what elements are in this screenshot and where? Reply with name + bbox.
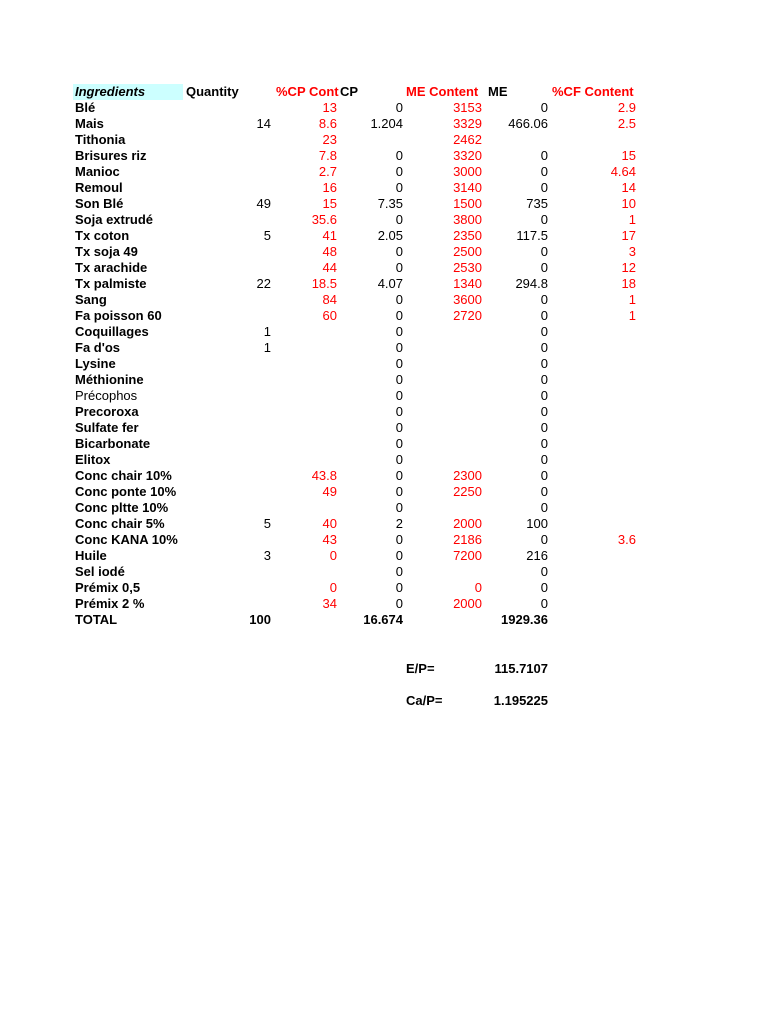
cf-content-cell[interactable] — [548, 580, 636, 596]
header-me-content[interactable]: ME Content — [406, 84, 479, 99]
ingredient-name[interactable]: Tx arachide — [75, 260, 148, 275]
cf-content-cell[interactable]: 3.6 — [617, 532, 636, 547]
cf-content-cell[interactable] — [548, 340, 636, 356]
me-content-cell[interactable] — [403, 388, 482, 404]
ratio-cap-label[interactable]: Ca/P= — [406, 693, 443, 708]
cp-content-cell[interactable]: 43.8 — [311, 468, 337, 483]
cf-content-cell[interactable]: 3 — [628, 244, 636, 259]
quantity-cell[interactable] — [185, 564, 271, 580]
ingredient-name[interactable]: Conc KANA 10% — [75, 532, 178, 547]
cf-content-cell[interactable]: 1 — [628, 212, 636, 227]
quantity-cell[interactable] — [185, 500, 271, 516]
table-row — [0, 532, 768, 548]
me-content-cell[interactable] — [403, 324, 482, 340]
header-me[interactable]: ME — [488, 84, 508, 99]
cf-content-cell[interactable] — [548, 132, 636, 148]
me-content-cell[interactable] — [403, 340, 482, 356]
cp-cell[interactable]: 0 — [395, 420, 403, 435]
cp-content-cell[interactable]: 35.6 — [311, 212, 337, 227]
me-cell[interactable]: 0 — [540, 596, 548, 611]
cp-cell[interactable]: 0 — [395, 564, 403, 579]
ingredient-name[interactable]: Manioc — [75, 164, 120, 179]
total-cp[interactable]: 16.674 — [363, 612, 403, 627]
quantity-cell[interactable]: 1 — [263, 324, 271, 339]
me-cell[interactable]: 735 — [526, 196, 548, 211]
cp-cell[interactable]: 0 — [395, 148, 403, 163]
table-row — [0, 484, 768, 500]
cp-content-cell[interactable]: 49 — [322, 484, 337, 499]
me-content-cell[interactable] — [403, 404, 482, 420]
cf-content-cell[interactable] — [548, 324, 636, 340]
me-cell[interactable]: 294.8 — [515, 276, 548, 291]
quantity-cell[interactable] — [185, 484, 271, 500]
me-cell[interactable]: 0 — [540, 308, 548, 323]
quantity-cell[interactable] — [185, 100, 271, 116]
table-row — [0, 212, 768, 228]
cf-content-cell[interactable] — [548, 420, 636, 436]
cp-content-cell[interactable] — [271, 452, 337, 468]
quantity-cell[interactable]: 1 — [263, 340, 271, 355]
quantity-cell[interactable] — [185, 308, 271, 324]
quantity-cell[interactable]: 5 — [263, 228, 271, 243]
me-content-cell[interactable]: 3140 — [453, 180, 482, 195]
cp-cell[interactable]: 0 — [395, 596, 403, 611]
me-content-cell[interactable]: 3800 — [453, 212, 482, 227]
cp-content-cell[interactable]: 7.8 — [318, 148, 337, 163]
ratio-cap-row — [0, 693, 768, 709]
table-row — [0, 132, 768, 148]
header-cp[interactable]: CP — [340, 84, 359, 99]
ingredient-name[interactable]: Sel iodé — [75, 564, 125, 579]
ingredient-name[interactable]: Tithonia — [75, 132, 126, 147]
me-cell[interactable]: 0 — [540, 260, 548, 275]
table-row — [0, 324, 768, 340]
cp-cell[interactable]: 0 — [395, 292, 403, 307]
cf-content-cell[interactable]: 1 — [628, 292, 636, 307]
ingredient-name[interactable]: Fa d'os — [75, 340, 120, 355]
ingredient-name[interactable]: Précophos — [75, 388, 138, 403]
me-cell[interactable]: 0 — [540, 180, 548, 195]
cp-cell[interactable]: 0 — [395, 324, 403, 339]
cp-content-cell[interactable] — [271, 324, 337, 340]
table-row — [0, 340, 768, 356]
cp-content-cell[interactable] — [271, 388, 337, 404]
table-row — [0, 388, 768, 404]
me-content-cell[interactable] — [403, 452, 482, 468]
table-row — [0, 308, 768, 324]
ingredient-name[interactable]: Son Blé — [75, 196, 124, 211]
table-row — [0, 196, 768, 212]
ingredient-name[interactable]: Sang — [75, 292, 107, 307]
cp-content-cell[interactable]: 0 — [329, 580, 337, 595]
cf-content-cell[interactable] — [548, 468, 636, 484]
me-cell[interactable]: 0 — [540, 388, 548, 403]
cf-content-cell[interactable] — [548, 548, 636, 564]
me-content-cell[interactable] — [403, 500, 482, 516]
cp-cell[interactable]: 0 — [395, 452, 403, 467]
ingredient-name[interactable]: Elitox — [75, 452, 111, 467]
ingredient-name[interactable]: Conc ponte 10% — [75, 484, 177, 499]
cp-cell[interactable]: 0 — [395, 468, 403, 483]
me-cell[interactable]: 0 — [540, 100, 548, 115]
cp-content-cell[interactable] — [271, 500, 337, 516]
header-cp-content[interactable]: %CP Cont — [276, 84, 339, 99]
quantity-cell[interactable] — [185, 596, 271, 612]
me-content-cell[interactable]: 2186 — [453, 532, 482, 547]
me-content-cell[interactable]: 3320 — [453, 148, 482, 163]
table-row — [0, 404, 768, 420]
ingredient-name[interactable]: Conc chair 5% — [75, 516, 165, 531]
cp-content-cell[interactable]: 8.6 — [318, 116, 337, 131]
me-content-cell[interactable]: 2000 — [453, 516, 482, 531]
table-row — [0, 148, 768, 164]
ingredient-name[interactable]: Precoroxa — [75, 404, 139, 419]
total-quantity[interactable]: 100 — [249, 612, 271, 627]
me-cell[interactable]: 0 — [540, 340, 548, 355]
me-cell[interactable]: 0 — [540, 452, 548, 467]
cp-cell[interactable]: 0 — [395, 532, 403, 547]
quantity-cell[interactable] — [185, 164, 271, 180]
table-row — [0, 228, 768, 244]
header-cf-content[interactable]: %CF Content — [552, 84, 634, 99]
cp-cell[interactable]: 1.204 — [370, 116, 403, 131]
cp-content-cell[interactable]: 43 — [322, 532, 337, 547]
quantity-cell[interactable] — [185, 468, 271, 484]
cp-cell[interactable]: 0 — [395, 548, 403, 563]
quantity-cell[interactable] — [185, 436, 271, 452]
cp-content-cell[interactable]: 41 — [322, 228, 337, 243]
me-cell[interactable]: 117.5 — [516, 228, 548, 243]
cp-content-cell[interactable]: 18.5 — [311, 276, 337, 291]
cf-content-cell[interactable] — [548, 484, 636, 500]
cf-content-cell[interactable] — [548, 596, 636, 612]
header-row — [0, 84, 768, 100]
cf-content-cell[interactable] — [548, 356, 636, 372]
cf-content-cell[interactable]: 17 — [621, 228, 636, 243]
cp-cell[interactable]: 0 — [395, 436, 403, 451]
cf-content-cell[interactable]: 14 — [621, 180, 636, 195]
cp-content-cell[interactable] — [271, 372, 337, 388]
quantity-cell[interactable] — [185, 132, 271, 148]
ingredient-name[interactable]: Coquillages — [75, 324, 149, 339]
me-cell[interactable]: 0 — [540, 404, 548, 419]
me-cell[interactable]: 466.06 — [508, 116, 548, 131]
quantity-cell[interactable] — [185, 212, 271, 228]
ratio-ep-row — [0, 661, 768, 677]
me-content-cell[interactable] — [403, 420, 482, 436]
me-cell[interactable]: 0 — [540, 564, 548, 579]
ingredient-name[interactable]: Sulfate fer — [75, 420, 139, 435]
quantity-cell[interactable]: 5 — [263, 516, 271, 531]
cf-content-cell[interactable] — [548, 436, 636, 452]
ingredient-name[interactable]: Méthionine — [75, 372, 144, 387]
cp-cell[interactable]: 0 — [395, 388, 403, 403]
cf-content-cell[interactable] — [548, 500, 636, 516]
cp-cell[interactable]: 0 — [395, 372, 403, 387]
me-cell[interactable]: 0 — [540, 532, 548, 547]
cf-content-cell[interactable]: 2.9 — [617, 100, 636, 115]
quantity-cell[interactable] — [185, 356, 271, 372]
me-content-cell[interactable]: 1500 — [453, 196, 482, 211]
cp-content-cell[interactable] — [271, 420, 337, 436]
cp-content-cell[interactable]: 2.7 — [318, 164, 337, 179]
ingredient-name[interactable]: Brisures riz — [75, 148, 147, 163]
ingredient-name[interactable]: Prémix 2 % — [75, 596, 145, 611]
cf-content-cell[interactable]: 10 — [621, 196, 636, 211]
me-cell[interactable]: 0 — [540, 212, 548, 227]
me-cell[interactable]: 0 — [540, 244, 548, 259]
ingredient-name[interactable]: Huile — [75, 548, 107, 563]
me-cell[interactable] — [482, 132, 548, 148]
header-ingredients[interactable]: Ingredients — [73, 84, 183, 100]
ingredient-name[interactable]: Mais — [75, 116, 104, 131]
table-row — [0, 436, 768, 452]
me-cell[interactable]: 0 — [540, 164, 548, 179]
me-cell[interactable]: 0 — [540, 580, 548, 595]
me-content-cell[interactable]: 2300 — [453, 468, 482, 483]
me-content-cell[interactable]: 0 — [474, 580, 482, 595]
ingredient-name[interactable]: Fa poisson 60 — [75, 308, 162, 323]
table-row — [0, 420, 768, 436]
ingredient-name[interactable]: Remoul — [75, 180, 123, 195]
quantity-cell[interactable]: 14 — [256, 116, 271, 131]
cp-cell[interactable]: 4.07 — [377, 276, 403, 291]
cf-content-cell[interactable] — [548, 404, 636, 420]
cp-content-cell[interactable] — [271, 340, 337, 356]
ingredient-name[interactable]: Conc pltte 10% — [75, 500, 169, 515]
me-content-cell[interactable] — [403, 564, 482, 580]
me-content-cell[interactable]: 1340 — [453, 276, 482, 291]
cp-content-cell[interactable]: 34 — [322, 596, 337, 611]
cp-content-cell[interactable]: 48 — [322, 244, 337, 259]
me-content-cell[interactable]: 3600 — [453, 292, 482, 307]
quantity-cell[interactable] — [185, 420, 271, 436]
table-row — [0, 468, 768, 484]
ratio-ep-value[interactable]: 115.7107 — [494, 661, 548, 676]
cf-content-cell[interactable] — [548, 388, 636, 404]
quantity-cell[interactable] — [185, 292, 271, 308]
me-content-cell[interactable]: 2500 — [453, 244, 482, 259]
me-content-cell[interactable]: 7200 — [453, 548, 482, 563]
cp-content-cell[interactable]: 60 — [322, 308, 337, 323]
cp-cell[interactable]: 2.05 — [377, 228, 403, 243]
quantity-cell[interactable] — [185, 404, 271, 420]
table-row — [0, 100, 768, 116]
quantity-cell[interactable] — [185, 260, 271, 276]
table-row — [0, 564, 768, 580]
cp-content-cell[interactable] — [271, 404, 337, 420]
cp-cell[interactable]: 0 — [395, 212, 403, 227]
me-cell[interactable]: 0 — [540, 356, 548, 371]
cf-content-cell[interactable]: 15 — [621, 148, 636, 163]
quantity-cell[interactable] — [185, 452, 271, 468]
cp-content-cell[interactable]: 0 — [329, 548, 337, 563]
cp-cell[interactable]: 0 — [395, 100, 403, 115]
cp-cell[interactable]: 0 — [395, 580, 403, 595]
total-label[interactable]: TOTAL — [75, 612, 118, 627]
cf-content-cell[interactable]: 2.5 — [617, 116, 636, 131]
cp-cell[interactable]: 0 — [395, 180, 403, 195]
cf-content-cell[interactable]: 18 — [621, 276, 636, 291]
table-row — [0, 244, 768, 260]
total-me[interactable]: 1929.36 — [501, 612, 548, 627]
me-content-cell[interactable]: 2720 — [453, 308, 482, 323]
quantity-cell[interactable]: 22 — [256, 276, 271, 291]
ingredient-name[interactable]: Lysine — [75, 356, 116, 371]
me-content-cell[interactable]: 3000 — [453, 164, 482, 179]
me-content-cell[interactable]: 2350 — [453, 228, 482, 243]
me-content-cell[interactable]: 2250 — [453, 484, 482, 499]
ingredient-name[interactable]: Soja extrudé — [75, 212, 154, 227]
cp-content-cell[interactable] — [271, 564, 337, 580]
me-cell[interactable]: 0 — [540, 436, 548, 451]
table-row — [0, 372, 768, 388]
ingredient-name[interactable]: Blé — [75, 100, 96, 115]
me-cell[interactable]: 0 — [540, 468, 548, 483]
ingredient-name[interactable]: Tx coton — [75, 228, 130, 243]
cp-content-cell[interactable]: 40 — [322, 516, 337, 531]
header-quantity[interactable]: Quantity — [186, 84, 239, 99]
table-row — [0, 276, 768, 292]
cp-cell[interactable] — [337, 132, 403, 148]
ingredient-name[interactable]: Conc chair 10% — [75, 468, 172, 483]
table-row — [0, 292, 768, 308]
cf-content-cell[interactable]: 12 — [621, 260, 636, 275]
cp-content-cell[interactable]: 23 — [322, 132, 337, 147]
ingredient-name[interactable]: Tx soja 49 — [75, 244, 138, 259]
ratio-cap-value[interactable]: 1.195225 — [493, 693, 548, 708]
quantity-cell[interactable] — [185, 532, 271, 548]
cp-cell[interactable]: 0 — [395, 484, 403, 499]
cf-content-cell[interactable] — [548, 564, 636, 580]
table-row — [0, 164, 768, 180]
quantity-cell[interactable] — [185, 244, 271, 260]
me-content-cell[interactable] — [403, 372, 482, 388]
me-cell[interactable]: 0 — [540, 484, 548, 499]
me-cell[interactable]: 0 — [540, 500, 548, 515]
cp-cell[interactable]: 7.35 — [377, 196, 403, 211]
cp-content-cell[interactable]: 84 — [322, 292, 337, 307]
quantity-cell[interactable]: 3 — [263, 548, 271, 563]
table-row — [0, 580, 768, 596]
ratio-ep-label[interactable]: E/P= — [406, 661, 435, 676]
table-row — [0, 116, 768, 132]
cp-cell[interactable]: 0 — [395, 308, 403, 323]
ingredient-name[interactable]: Tx palmiste — [75, 276, 147, 291]
cf-content-cell[interactable] — [548, 452, 636, 468]
ingredient-name[interactable]: Bicarbonate — [75, 436, 151, 451]
me-cell[interactable]: 0 — [540, 372, 548, 387]
cp-cell[interactable]: 0 — [395, 404, 403, 419]
cp-content-cell[interactable] — [271, 436, 337, 452]
quantity-cell[interactable] — [185, 180, 271, 196]
me-content-cell[interactable]: 2000 — [453, 596, 482, 611]
cf-content-cell[interactable]: 1 — [628, 308, 636, 323]
cp-content-cell[interactable]: 44 — [322, 260, 337, 275]
me-content-cell[interactable]: 3329 — [453, 116, 482, 131]
table-row — [0, 516, 768, 532]
table-row — [0, 596, 768, 612]
me-cell[interactable]: 0 — [540, 148, 548, 163]
table-row — [0, 180, 768, 196]
ingredient-name[interactable]: Prémix 0,5 — [75, 580, 141, 595]
cf-content-cell[interactable]: 4.64 — [610, 164, 636, 179]
quantity-cell[interactable] — [185, 580, 271, 596]
table-row — [0, 500, 768, 516]
cf-content-cell[interactable] — [548, 516, 636, 532]
me-content-cell[interactable]: 2462 — [453, 132, 482, 147]
me-cell[interactable]: 100 — [526, 516, 548, 531]
me-content-cell[interactable] — [403, 356, 482, 372]
cp-content-cell[interactable]: 16 — [322, 180, 337, 195]
cp-cell[interactable]: 0 — [395, 164, 403, 179]
me-cell[interactable]: 0 — [540, 292, 548, 307]
table-row — [0, 452, 768, 468]
table-row — [0, 356, 768, 372]
total-row — [0, 612, 768, 628]
cp-content-cell[interactable]: 13 — [322, 100, 337, 115]
quantity-cell[interactable] — [185, 372, 271, 388]
cp-cell[interactable]: 0 — [395, 340, 403, 355]
quantity-cell[interactable]: 49 — [256, 196, 271, 211]
cp-content-cell[interactable]: 15 — [322, 196, 337, 211]
cp-cell[interactable]: 0 — [395, 356, 403, 371]
cp-cell[interactable]: 0 — [395, 244, 403, 259]
me-cell[interactable]: 0 — [540, 420, 548, 435]
me-content-cell[interactable] — [403, 436, 482, 452]
table-row — [0, 260, 768, 276]
cp-cell[interactable]: 0 — [395, 260, 403, 275]
me-cell[interactable]: 216 — [526, 548, 548, 563]
me-cell[interactable]: 0 — [540, 324, 548, 339]
cp-cell[interactable]: 2 — [395, 516, 403, 531]
cp-content-cell[interactable] — [271, 356, 337, 372]
me-content-cell[interactable]: 2530 — [453, 260, 482, 275]
cp-cell[interactable]: 0 — [395, 500, 403, 515]
quantity-cell[interactable] — [185, 388, 271, 404]
table-row — [0, 548, 768, 564]
cf-content-cell[interactable] — [548, 372, 636, 388]
quantity-cell[interactable] — [185, 148, 271, 164]
me-content-cell[interactable]: 3153 — [453, 100, 482, 115]
